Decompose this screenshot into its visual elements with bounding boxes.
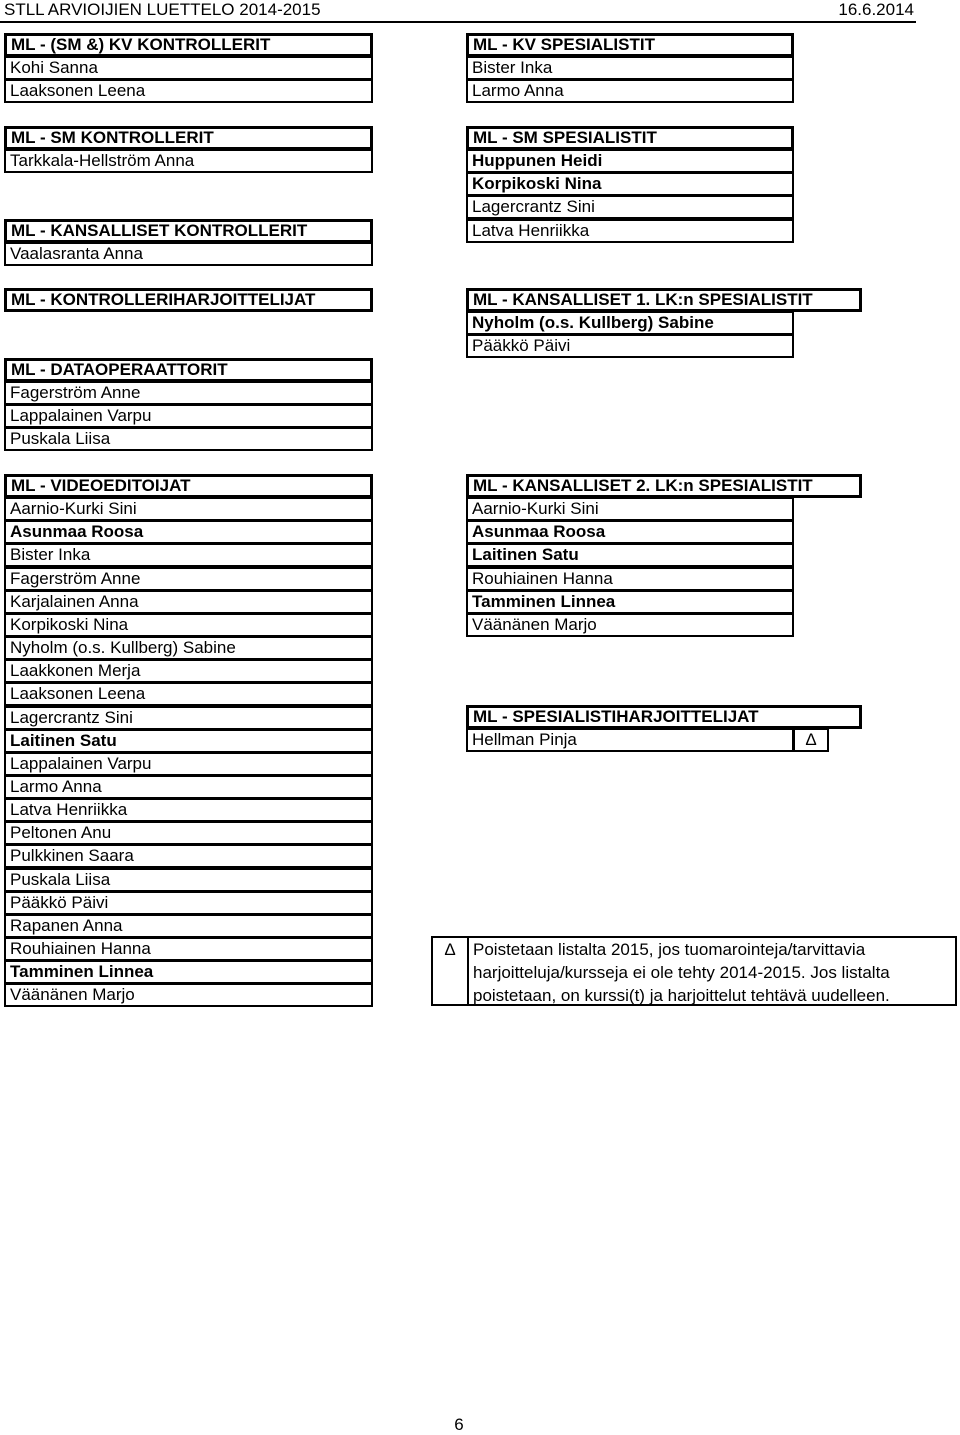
legend-note bbox=[431, 936, 957, 1006]
name-row: Peltonen Anu bbox=[4, 821, 373, 845]
name-row: Rouhiainen Hanna bbox=[466, 567, 794, 591]
name-row: Korpikoski Nina bbox=[4, 613, 373, 637]
name-row: Tamminen Linnea bbox=[4, 960, 373, 984]
header-divider bbox=[0, 21, 916, 23]
name-row: Väänänen Marjo bbox=[466, 613, 794, 637]
name-row: Rapanen Anna bbox=[4, 914, 373, 938]
legend-line: poistetaan, on kurssi(t) ja harjoittelut tehtävä uudelleen. bbox=[473, 986, 890, 1005]
name-row: Bister Inka bbox=[4, 543, 373, 567]
name-row: Fagerström Anne bbox=[4, 381, 373, 405]
name-row: Asunmaa Roosa bbox=[4, 520, 373, 544]
name-row: Bister Inka bbox=[466, 56, 794, 80]
legend-line: Poistetaan listalta 2015, jos tuomarointeja/tarvittavia bbox=[473, 940, 866, 959]
name-row: Väänänen Marjo bbox=[4, 983, 373, 1007]
name-row: Laaksonen Leena bbox=[4, 79, 373, 103]
name-row: Puskala Liisa bbox=[4, 868, 373, 892]
section-heading: ML - SM SPESIALISTIT bbox=[466, 126, 794, 150]
page-number: 6 bbox=[454, 1415, 464, 1434]
name-row: Lappalainen Varpu bbox=[4, 752, 373, 776]
section-heading: ML - KONTROLLERIHARJOITTELIJAT bbox=[4, 288, 373, 312]
name-row: Huppunen Heidi bbox=[466, 149, 794, 173]
name-row: Laaksonen Leena bbox=[4, 682, 373, 706]
name-row: Larmo Anna bbox=[4, 775, 373, 799]
name-row: Laakkonen Merja bbox=[4, 659, 373, 683]
name-row: Laitinen Satu bbox=[4, 729, 373, 753]
name-row: Hellman Pinja bbox=[466, 728, 794, 752]
name-row: Puskala Liisa bbox=[4, 427, 373, 451]
legend-text bbox=[473, 938, 953, 1007]
name-row: Laitinen Satu bbox=[466, 543, 794, 567]
name-row: Pulkkinen Saara bbox=[4, 844, 373, 868]
section-heading: ML - KANSALLISET 1. LK:n SPESIALISTIT bbox=[466, 288, 862, 312]
name-row: Latva Henriikka bbox=[466, 219, 794, 243]
name-row: Tamminen Linnea bbox=[466, 590, 794, 614]
name-row: Lagercrantz Sini bbox=[466, 195, 794, 219]
document-date: 16.6.2014 bbox=[838, 0, 914, 19]
section-heading: ML - KANSALLISET KONTROLLERIT bbox=[4, 219, 373, 243]
section-heading: ML - KV SPESIALISTIT bbox=[466, 33, 794, 57]
name-row: Fagerström Anne bbox=[4, 567, 373, 591]
legend-line: harjoitteluja/kursseja ei ole tehty 2014-2015. Jos listalta bbox=[473, 963, 890, 982]
name-row: Tarkkala-Hellström Anna bbox=[4, 149, 373, 173]
section-heading: ML - SM KONTROLLERIT bbox=[4, 126, 373, 150]
name-row: Lagercrantz Sini bbox=[4, 706, 373, 730]
name-row: Nyholm (o.s. Kullberg) Sabine bbox=[4, 636, 373, 660]
name-row: Pääkkö Päivi bbox=[466, 334, 794, 358]
name-row: Aarnio-Kurki Sini bbox=[4, 497, 373, 521]
section-heading: ML - (SM &) KV KONTROLLERIT bbox=[4, 33, 373, 57]
name-row: Rouhiainen Hanna bbox=[4, 937, 373, 961]
section-heading: ML - KANSALLISET 2. LK:n SPESIALISTIT bbox=[466, 474, 862, 498]
name-row: Asunmaa Roosa bbox=[466, 520, 794, 544]
document-title: STLL ARVIOIJIEN LUETTELO 2014-2015 bbox=[4, 0, 321, 19]
name-row: Nyholm (o.s. Kullberg) Sabine bbox=[466, 311, 794, 335]
name-row: Latva Henriikka bbox=[4, 798, 373, 822]
name-row: Karjalainen Anna bbox=[4, 590, 373, 614]
name-row: Aarnio-Kurki Sini bbox=[466, 497, 794, 521]
name-row: Pääkkö Päivi bbox=[4, 891, 373, 915]
name-row: Larmo Anna bbox=[466, 79, 794, 103]
name-row: Korpikoski Nina bbox=[466, 172, 794, 196]
name-row: Lappalainen Varpu bbox=[4, 404, 373, 428]
name-row: Vaalasranta Anna bbox=[4, 242, 373, 266]
removal-marker: Δ bbox=[793, 728, 829, 752]
section-heading: ML - DATAOPERAATTORIT bbox=[4, 358, 373, 382]
section-heading: ML - SPESIALISTIHARJOITTELIJAT bbox=[466, 705, 862, 729]
name-row: Kohi Sanna bbox=[4, 56, 373, 80]
section-heading: ML - VIDEOEDITOIJAT bbox=[4, 474, 373, 498]
legend-symbol: Δ bbox=[433, 938, 469, 1005]
